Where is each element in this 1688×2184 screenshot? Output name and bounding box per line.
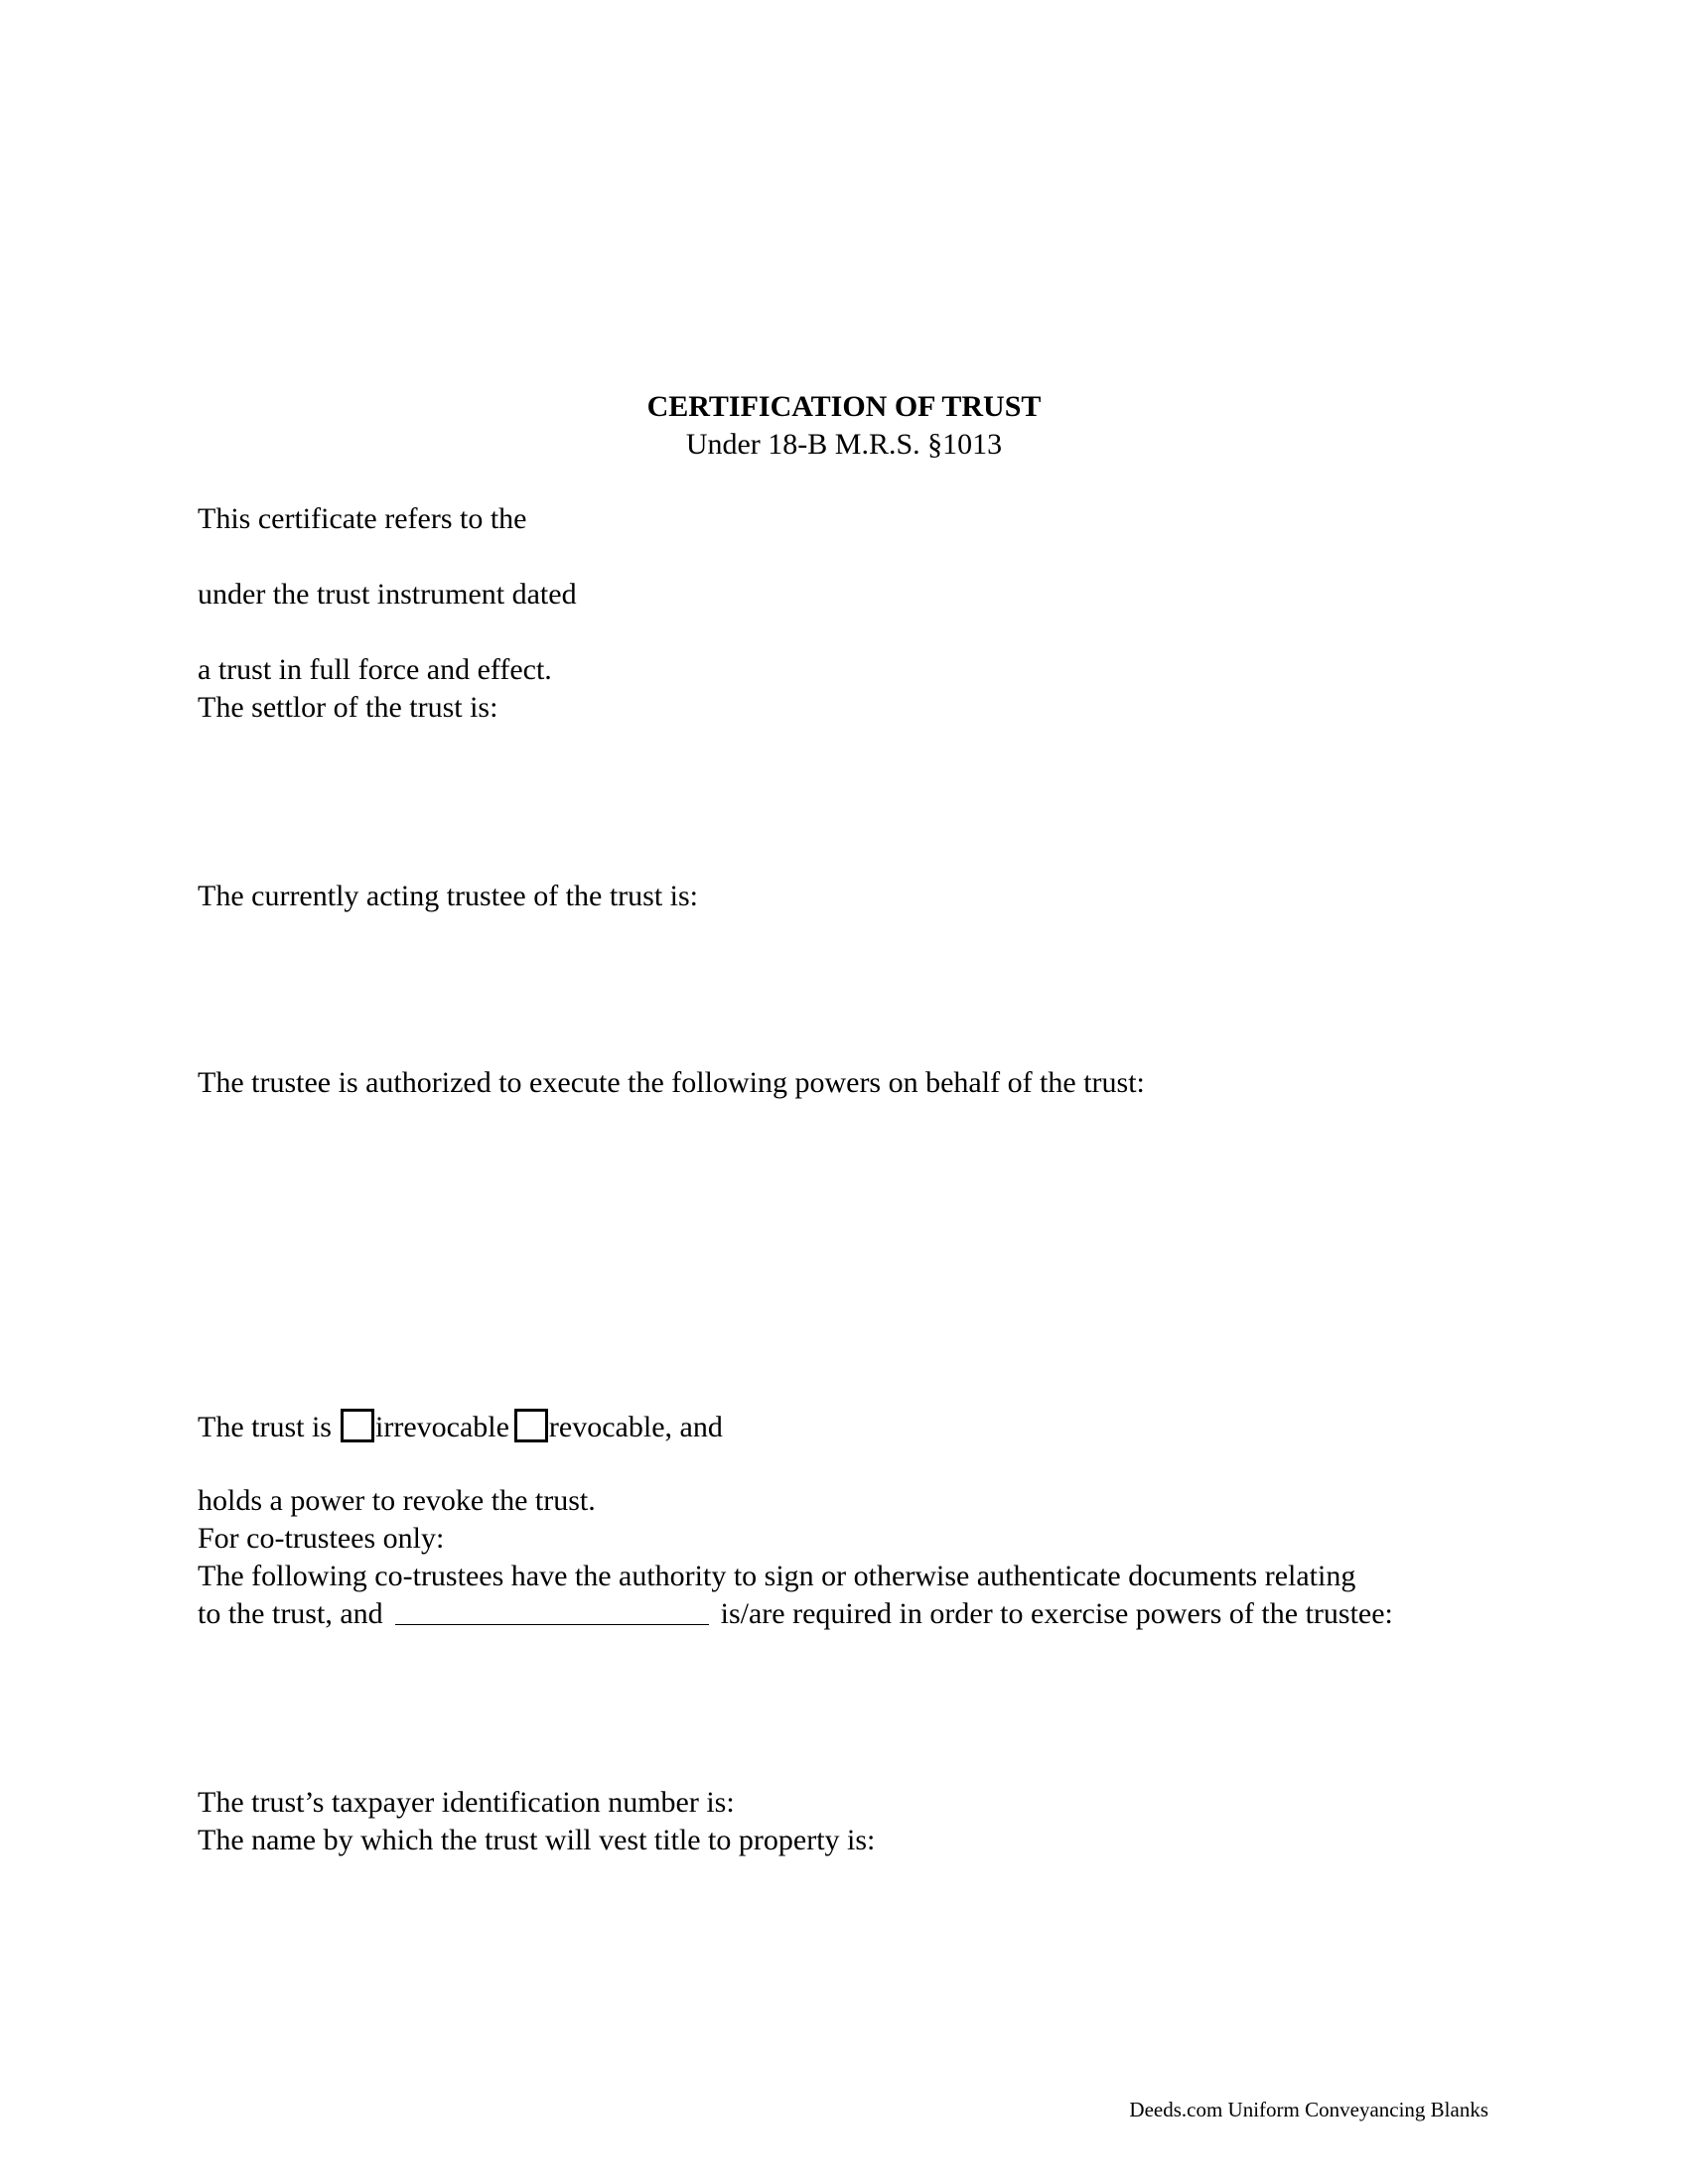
revoke-power-line: holds a power to revoke the trust. <box>198 1484 596 1517</box>
required-trustees-line <box>198 1596 1393 1632</box>
instrument-dated-line: under the trust instrument dated <box>198 578 577 611</box>
powers-line: The trustee is authorized to execute the following powers on behalf of the trust: <box>198 1066 1145 1099</box>
co-trustees-only-line: For co-trustees only: <box>198 1522 445 1555</box>
document-title: CERTIFICATION OF TRUST <box>646 390 1042 423</box>
required-count-blank[interactable] <box>395 1598 709 1625</box>
irrevocable-label: irrevocable <box>375 1411 509 1443</box>
revocable-label: revocable, and <box>548 1411 723 1443</box>
vest-title-line: The name by which the trust will vest title to property is: <box>198 1824 876 1856</box>
revocable-checkbox[interactable] <box>514 1409 548 1442</box>
trust-type-line <box>198 1409 723 1445</box>
co-trustees-authority-line: The following co-trustees have the authority to sign or otherwise authenticate documents relating <box>198 1560 1356 1592</box>
footer-text: Deeds.com Uniform Conveyancing Blanks <box>1129 2098 1488 2121</box>
to-the-trust-label: to the trust, and <box>198 1597 383 1630</box>
refers-to-line: This certificate refers to the <box>198 502 527 535</box>
trust-is-label: The trust is <box>198 1411 332 1443</box>
taxpayer-id-line: The trust’s taxpayer identification number is: <box>198 1786 735 1819</box>
irrevocable-checkbox[interactable] <box>341 1409 374 1442</box>
full-force-line: a trust in full force and effect. <box>198 653 552 686</box>
required-suffix-label: is/are required in order to exercise powers of the trustee: <box>720 1597 1393 1630</box>
settlor-line: The settlor of the trust is: <box>198 691 498 724</box>
document-subtitle: Under 18-B M.R.S. §1013 <box>685 428 1003 461</box>
acting-trustee-line: The currently acting trustee of the trust is: <box>198 880 699 912</box>
